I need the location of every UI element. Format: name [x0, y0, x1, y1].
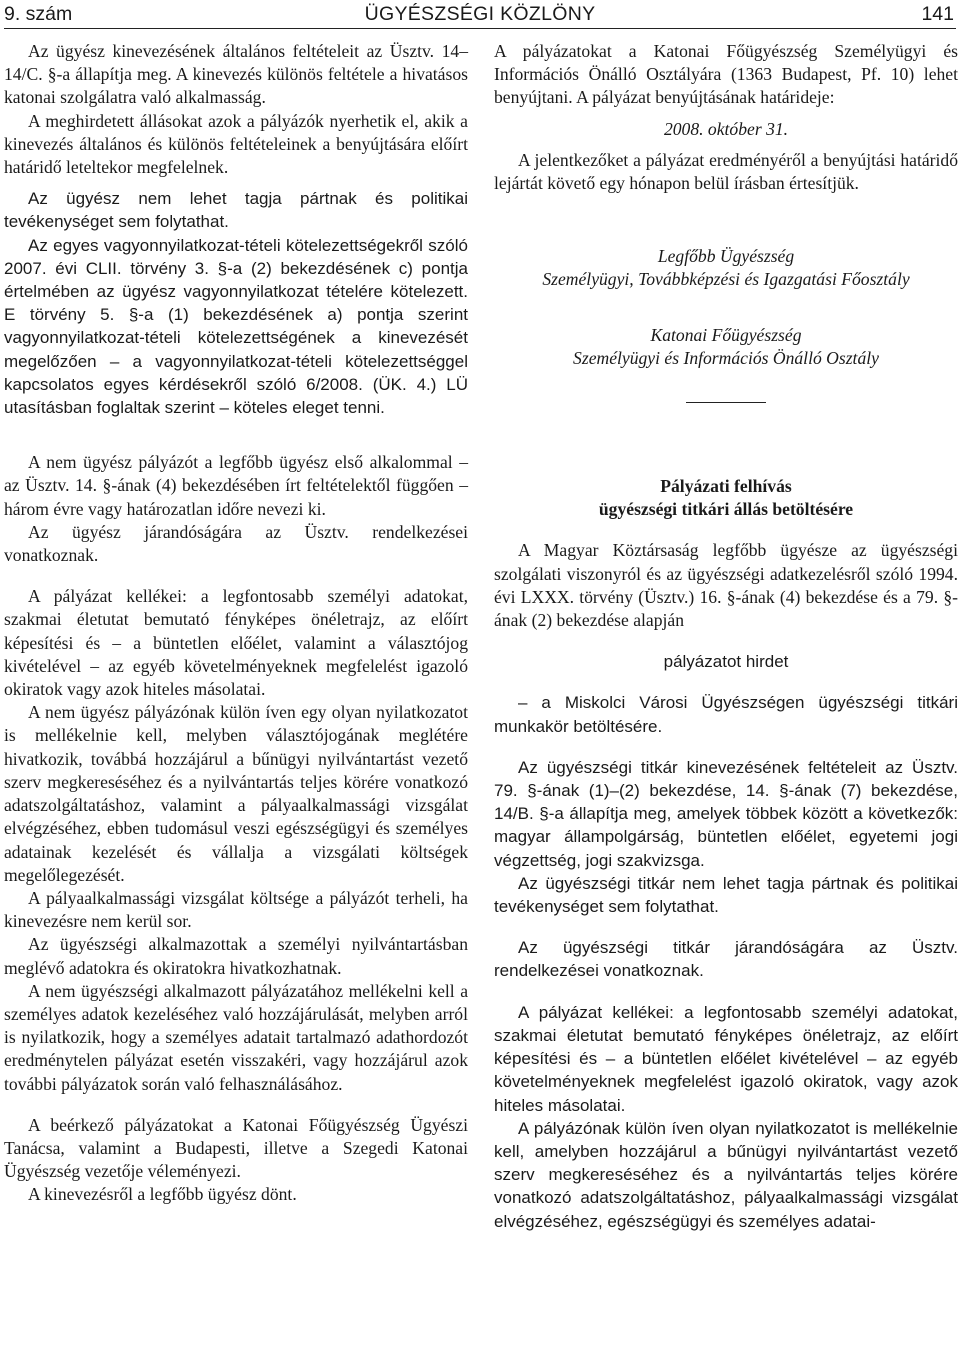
call-title: Pályázati felhívás [660, 476, 792, 497]
page-number: 141 [921, 3, 954, 25]
paragraph: Az ügyész járandóságára az Üsztv. rendelkezései vonatkoznak. [4, 521, 468, 566]
call-subtitle: ügyészségi titkári állás betöltésére [598, 499, 854, 520]
paragraph: A pályaalkalmassági vizsgálat költsége a pályázót terheli, ha kinevezésre nem kerül sor. [4, 887, 468, 932]
paragraph: A jelentkezőket a pályázat eredményéről a benyújtási határidő lejártát követő egy hónapon belül írásban értesítjük. [494, 149, 958, 194]
signature-dept: Személyügyi, Továbbképzési és Igazgatási Főosztály [542, 269, 910, 290]
paragraph: A pályázat kellékei: a legfontosabb személyi adatokat, szakmai életutat bemutató fényképes önéletrajz, az előírt képesítési és – a büntetlen előélet, valamint a választójog kivételével – az egyéb követelményeknek megfelelést igazoló okiratok vagy azok hiteles másolatai. [4, 586, 468, 700]
paragraph: A Magyar Köztársaság legfőbb ügyésze az ügyészségi szolgálati viszonyról és az ügyészségi adatkezelésről szóló 1994. évi LXXX. törvény (Üsztv.) 16. §-ának (4) bekezdése és a 79. §-ának (2) bekezdése alapján [494, 540, 958, 631]
paragraph: Az ügyészségi titkár kinevezésének feltételeit az Üsztv. 79. §-ának (1)–(2) bekezdése, 14. §-ának (7) bekezdése, 14/B. §-a állapítja meg, amelyek többek között a következők: magyar állampolgárság, büntetlen előélet, egyetemi jogi végzettség, jogi szakvizsga. [494, 757, 958, 870]
journal-title: ÜGYÉSZSÉGI KÖZLÖNY [364, 3, 596, 25]
paragraph: – a Miskolci Városi Ügyészségen ügyészségi titkári munkakör betöltésére. [494, 693, 958, 736]
page-header [4, 2, 956, 29]
left-column [4, 40, 468, 1207]
paragraph: A beérkező pályázatokat a Katonai Főügyészség Ügyészi Tanácsa, valamint a Budapesti, illetve a Szegedi Katonai Ügyészség vezetője véleményezi. [4, 1114, 468, 1182]
paragraph: A nem ügyészségi alkalmazott pályázatához mellékelni kell a személyes adatok kezeléséhez való hozzájárulását, melyben arról is nyilatkozik, hogy a személyes adatait tartalmazó adathordozót eredménytelen pályázat esetén visszakéri, vagy hozzájárul azok további pályázatok során való felhasználásához. [4, 980, 468, 1094]
paragraph: Az egyes vagyonnyilatkozat-tételi kötelezettségekről szóló 2007. évi CLII. törvény 3. §-a (2) bekezdésének c) pontja értelmében az ügyész vagyonnyilatkozat tételére kötelezett. E törvény 5. §-a (1) bekezdésének a) pontja szerint vagyonnyilatkozat-tételi kötelezettségének a kinevezését megelőzően – a vagyonnyilatkozat-tételi kötelezettséggel kapcsolatos egyes kérdésekről szóló 6/2008. (ÜK. 4.) LÜ utasításban foglaltak szerint – köteles eleget tenni. [4, 235, 468, 418]
paragraph: A pályázónak külön íven olyan nyilatkozatot is mellékelnie kell, amelyben hozzájárul a bűnügyi nyilvántartást vezető szerv megkereséséhez és a nyilvántartás teljes körére vonatkozó adatszolgáltatáshoz, pályaalkalmassági vizsgálat elvégzéséhez, egészségügyi és személyes adatai- [494, 1118, 958, 1231]
paragraph: Az ügyészségi titkár nem lehet tagja pártnak és politikai tevékenységet sem folytathat. [494, 873, 958, 917]
signature-org: Katonai Főügyészség [650, 324, 802, 345]
paragraph: Az ügyész nem lehet tagja pártnak és politikai tevékenységet sem folytathat. [4, 189, 468, 232]
paragraph: A pályázatokat a Katonai Főügyészség Személyügyi és Információs Önálló Osztályára (1363 Budapest, Pf. 10) lehet benyújtani. A pályázat benyújtásának határideje: [494, 41, 958, 108]
paragraph: A meghirdetett állásokat azok a pályázók nyerhetik el, akik a kinevezés általános és különös feltételeinek a benyújtására előírt határidő leteltekor megfelelnek. [4, 110, 468, 178]
signature-org: Legfőbb Ügyészség [657, 246, 795, 267]
paragraph: Az ügyész kinevezésének általános feltételeit az Üsztv. 14–14/C. §-a állapítja meg. A kinevezés különös feltétele a hivatásos katonai szolgálatra való alkalmasság. [4, 41, 468, 108]
paragraph: A kinevezésről a legfőbb ügyész dönt. [28, 1184, 297, 1205]
paragraph: Az ügyészségi alkalmazottak a személyi nyilvántartásban meglévő adatokra és okiratokra hivatkozhatnak. [4, 934, 468, 978]
deadline-date: 2008. október 31. [663, 118, 789, 139]
signature-dept: Személyügyi és Információs Önálló Osztály [573, 347, 879, 368]
right-column [494, 40, 958, 1233]
paragraph: A nem ügyész pályázót a legfőbb ügyész első alkalommal – az Üsztv. 14. §-ának (4) bekezdésében írt feltételektől függően – három évre vagy határozatlan időre nevezi ki. [4, 452, 468, 519]
issue-number: 9. szám [4, 3, 73, 25]
paragraph: A nem ügyész pályázónak külön íven egy olyan nyilatkozatot is mellékelnie kell, melyben választójogának meglétére hivatkozik, továbbá hozzájárul a bűnügyi nyilvántartást vezető szerv megkereséséhez és a nyilvántartás teljes körére vonatkozó adatszolgáltatáshoz, valamint a pályaalkalmassági vizsgálat elvégzéséhez, ebben tudomásul veszi egészségügyi és személyes adatainak kezelését és vállalja a vizsgálati költségek megelőlegezését. [4, 702, 468, 885]
announcement: pályázatot hirdet [663, 652, 789, 672]
paragraph: A pályázat kellékei: a legfontosabb személyi adatokat, szakmai életutat bemutató fényképes önéletrajz, az előírt képesítési és – a büntetlen előélet kivételével – az egyéb követelményeknek megfelelést igazoló okiratok, vagy azok hiteles másolatai. [494, 1002, 958, 1115]
paragraph: Az ügyészségi titkár járandóságára az Üsztv. rendelkezései vonatkoznak. [494, 938, 958, 981]
